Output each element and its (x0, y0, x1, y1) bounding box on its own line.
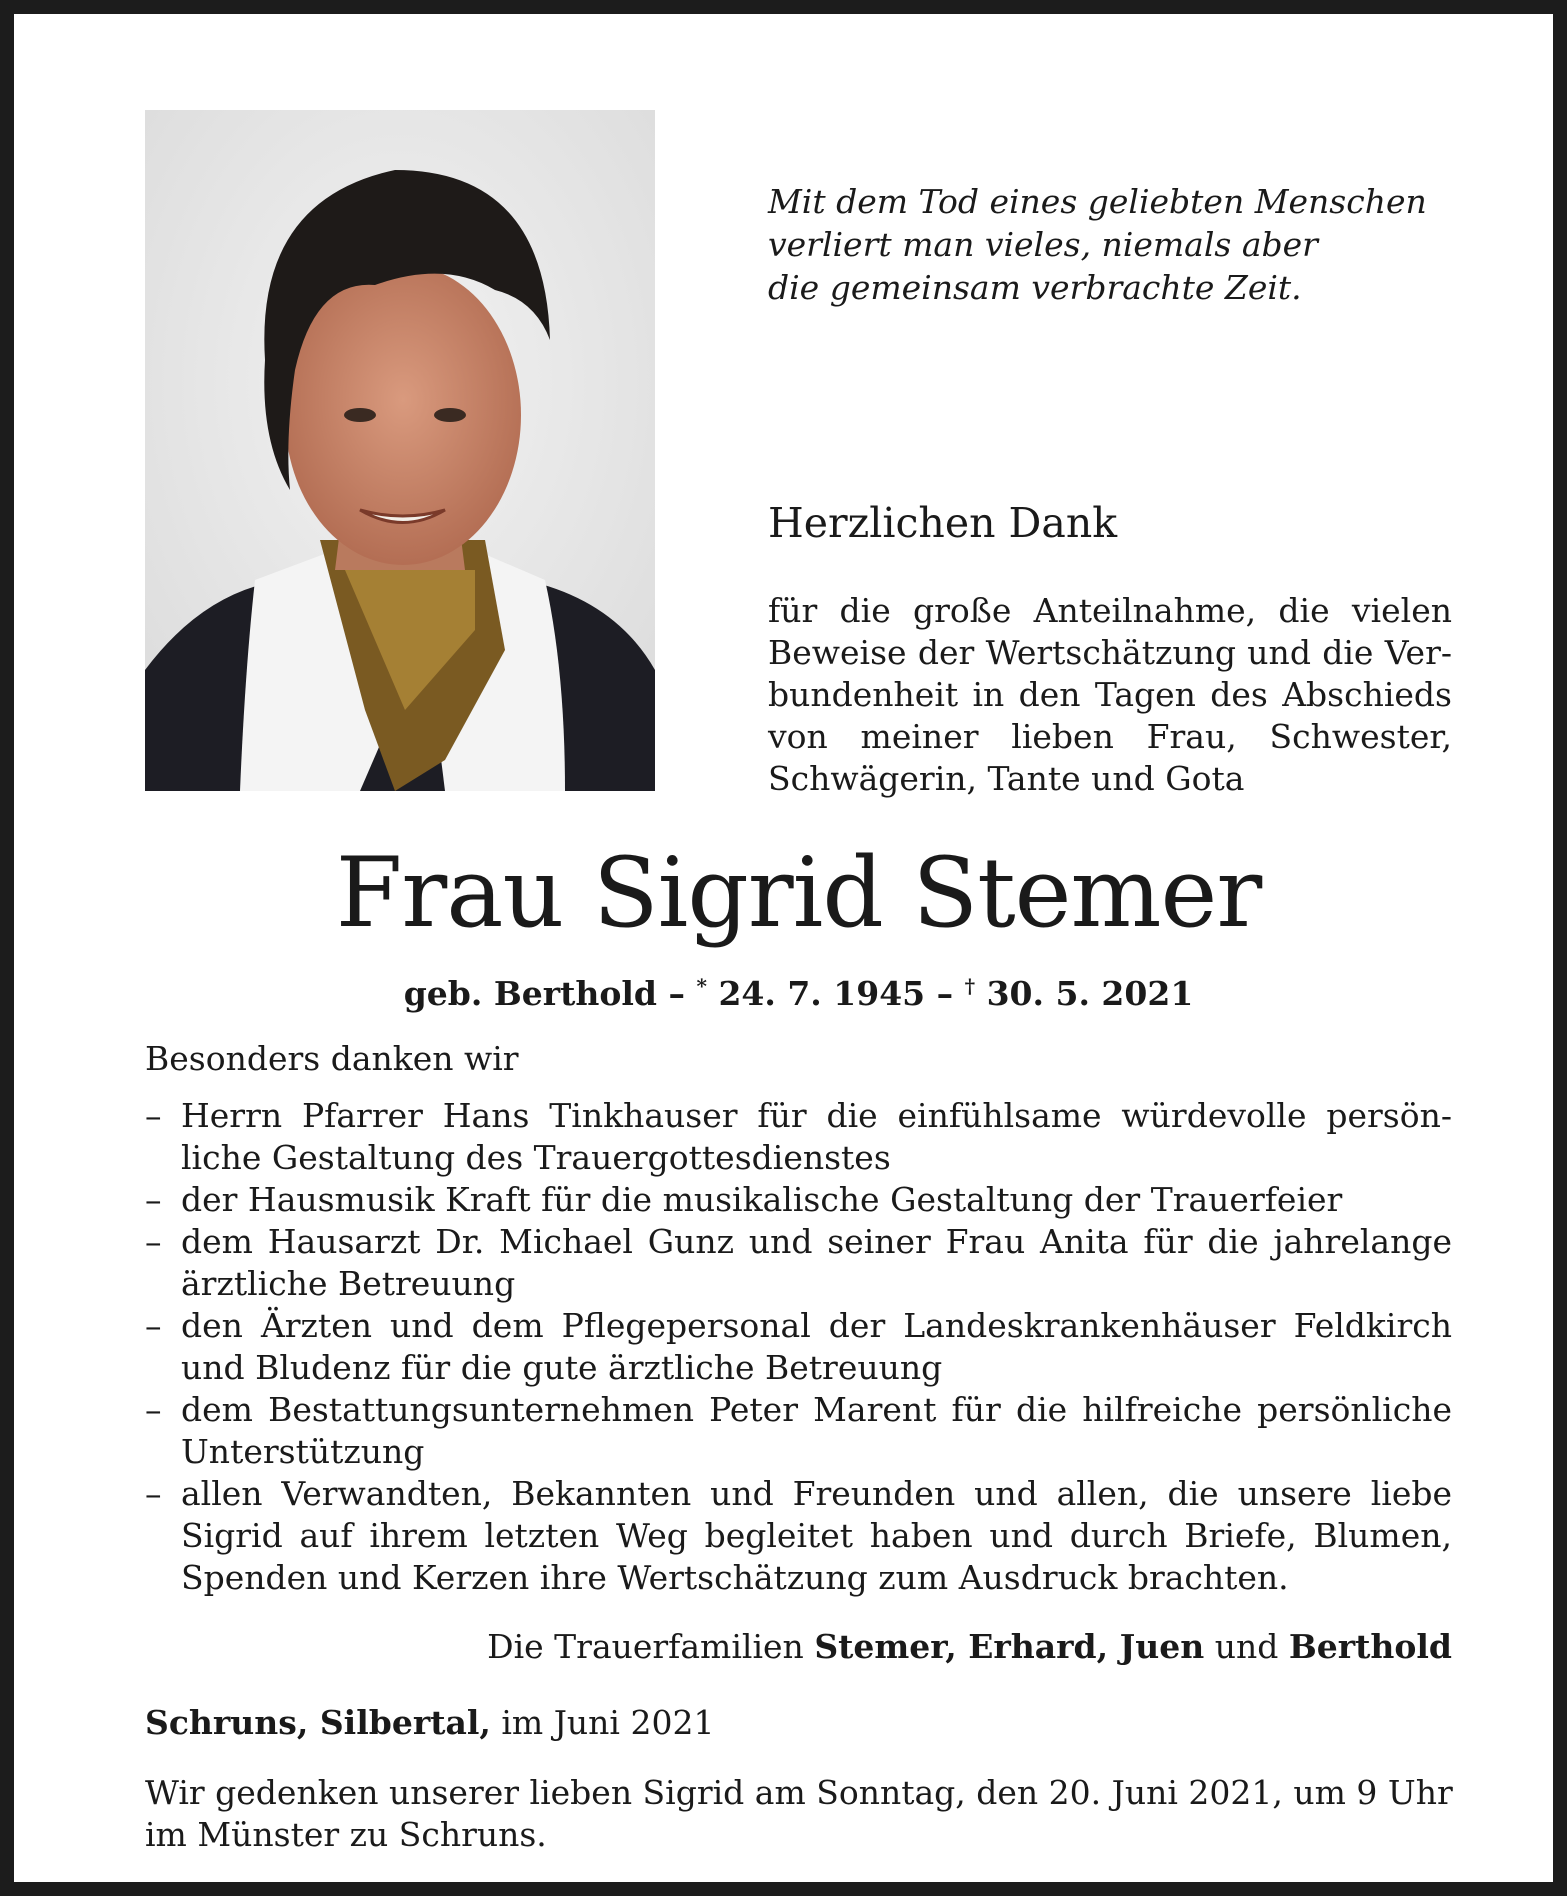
birth-star-icon: * (696, 974, 707, 998)
thanks-line: Schwägerin, Tante und Gota (768, 759, 1245, 798)
thanks-body (768, 590, 1452, 800)
list-item-line: den Ärzten und dem Pflegepersonal der Landeskrankenhäuser Feldkirch (181, 1306, 1452, 1345)
place-date (145, 1701, 714, 1745)
quote-line: die gemeinsam verbrachte Zeit. (768, 268, 1302, 307)
thanks-line: für die große Anteilnahme, die vielen (768, 591, 1452, 630)
list-item-line: und Bludenz für die gute ärztliche Betreuung (181, 1348, 943, 1387)
thanks-title: Herzlichen Dank (768, 499, 1118, 547)
dash-bullet: – (145, 1474, 162, 1513)
death-date: 30. 5. 2021 (986, 974, 1194, 1013)
list-item-line: Unterstützung (181, 1432, 425, 1471)
list-item (145, 1221, 1452, 1305)
list-item (145, 1473, 1452, 1599)
thanks-line: von meiner lieben Frau, Schwester, (768, 717, 1452, 756)
list-item-line: ärztliche Betreuung (181, 1264, 516, 1303)
acknowledgements-list (145, 1095, 1452, 1599)
dash-bullet: – (145, 1222, 162, 1261)
thanks-line: bundenheit in den Tagen des Abschieds (768, 675, 1452, 714)
place-month: im Juni 2021 (501, 1703, 715, 1742)
list-item-line: Herrn Pfarrer Hans Tinkhauser für die einfühlsame würdevolle persön- (181, 1096, 1452, 1135)
dash-bullet: – (145, 1096, 162, 1135)
list-item-line: dem Bestattungsunternehmen Peter Marent für die hilfreiche persönliche (181, 1390, 1452, 1429)
birth-death-line (145, 964, 1452, 1016)
thanks-line: Beweise der Wertschätzung und die Ver- (768, 633, 1452, 672)
memorial-line: Wir gedenken unserer lieben Sigrid am Sonntag, den 20. Juni 2021, um 9 Uhr (145, 1773, 1453, 1812)
families-names: Stemer, Erhard, Juen (814, 1627, 1205, 1666)
place-location: Schruns, Silbertal, (145, 1703, 491, 1742)
families-last: Berthold (1288, 1627, 1452, 1666)
signature-families (145, 1625, 1452, 1669)
memorial-notice (145, 1772, 1452, 1856)
list-item-line: liche Gestaltung des Trauergottesdienstes (181, 1138, 891, 1177)
birth-date: 24. 7. 1945 – (718, 974, 954, 1013)
dash-bullet: – (145, 1180, 162, 1219)
acknowledgements-intro: Besonders danken wir (145, 1039, 519, 1078)
birth-name: geb. Berthold – (403, 974, 685, 1013)
quote-line: Mit dem Tod eines geliebten Menschen (768, 182, 1427, 221)
families-and: und (1214, 1627, 1279, 1666)
dash-bullet: – (145, 1390, 162, 1429)
quote (768, 180, 1468, 309)
quote-line: verliert man vieles, niemals aber (768, 225, 1318, 264)
list-item-line: der Hausmusik Kraft für die musikalische Gestaltung der Trauerfeier (181, 1180, 1343, 1219)
dash-bullet: – (145, 1306, 162, 1345)
list-item (145, 1179, 1452, 1221)
deceased-name: Frau Sigrid Stemer (335, 837, 1262, 949)
families-prefix: Die Trauerfamilien (487, 1627, 804, 1666)
list-item-line: allen Verwandten, Bekannten und Freunden und allen, die unsere liebe (181, 1474, 1452, 1513)
list-item-line: Sigrid auf ihrem letzten Weg begleitet haben und durch Briefe, Blumen, (181, 1516, 1452, 1555)
portrait-photo (145, 110, 655, 791)
list-item-line: Spenden und Kerzen ihre Wertschätzung zum Ausdruck brachten. (181, 1558, 1289, 1597)
list-item (145, 1305, 1452, 1389)
list-item (145, 1095, 1452, 1179)
death-cross-icon: † (964, 974, 976, 998)
memorial-line: im Münster zu Schruns. (145, 1815, 547, 1854)
list-item (145, 1389, 1452, 1473)
list-item-line: dem Hausarzt Dr. Michael Gunz und seiner Frau Anita für die jahrelange (181, 1222, 1452, 1261)
